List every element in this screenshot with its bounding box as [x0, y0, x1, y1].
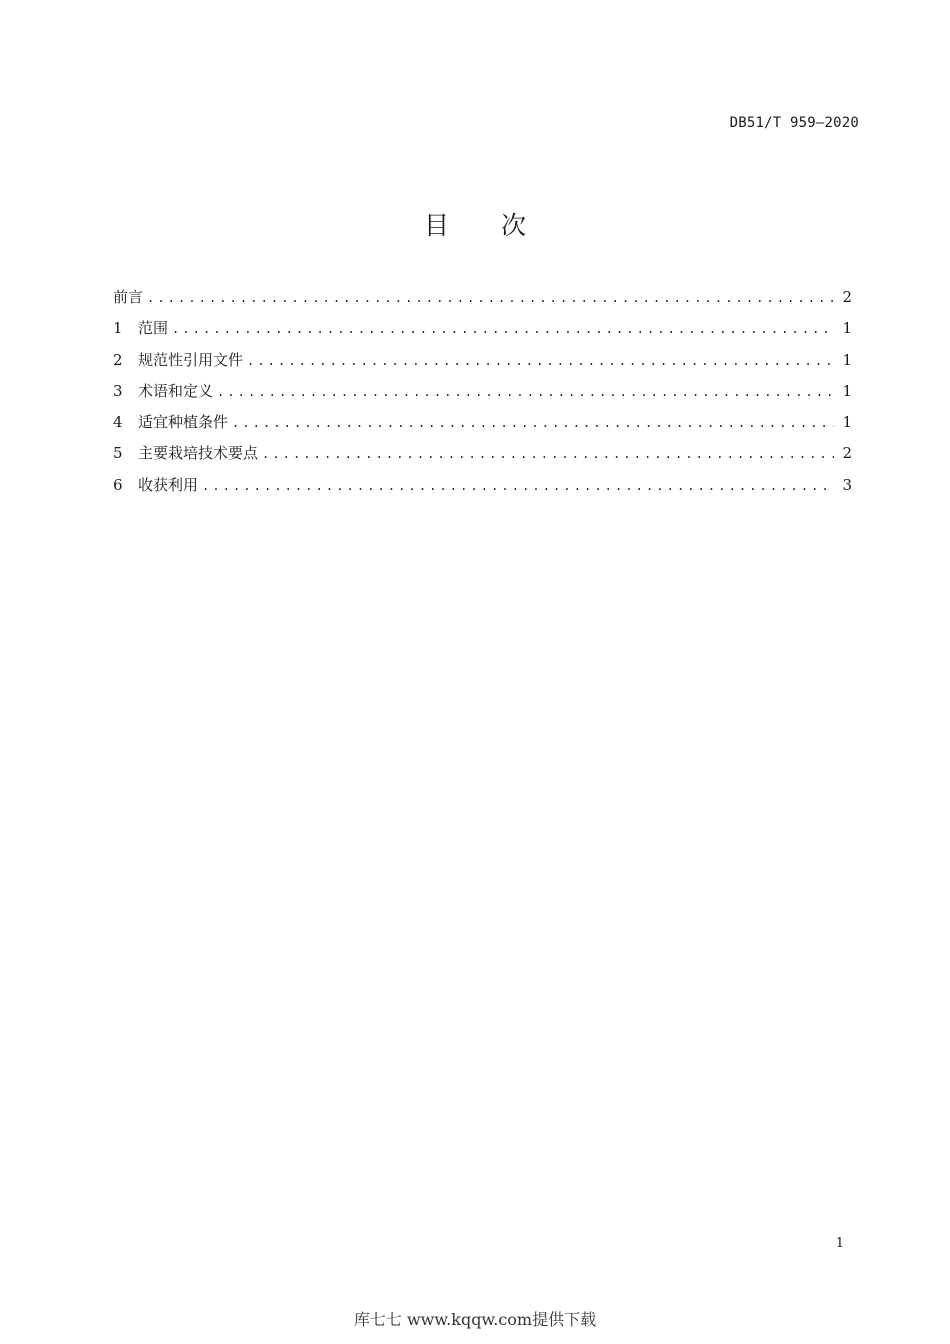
- toc-title: [0, 206, 950, 242]
- toc-entry-page: 2: [842, 444, 852, 463]
- toc-entry-scope[interactable]: [113, 316, 852, 347]
- toc-entry-page: 1: [842, 381, 852, 400]
- toc-entry-number: 5: [113, 444, 123, 463]
- toc-entry-label: 范围: [138, 319, 169, 338]
- toc-entry-number: 6: [113, 475, 123, 494]
- toc-entry-number: 4: [113, 413, 123, 432]
- toc-entry-label: 术语和定义: [138, 381, 214, 400]
- toc-leader-dots: [232, 411, 834, 435]
- toc-entry-page: 1: [842, 413, 852, 432]
- toc-entry-foreword[interactable]: [113, 285, 852, 316]
- toc-entry-cultivation-techniques[interactable]: [113, 441, 852, 472]
- toc-leader-dots: [172, 317, 834, 341]
- toc-entry-page: 1: [842, 319, 852, 338]
- toc-entry-number: 3: [113, 381, 123, 400]
- toc-entry-label: 收获利用: [138, 475, 199, 494]
- toc-leader-dots: [147, 286, 834, 310]
- download-watermark: 库七七 www.kqqw.com提供下载: [353, 1310, 597, 1329]
- toc-entry-normative-references[interactable]: [113, 348, 852, 379]
- toc-leader-dots: [202, 474, 834, 498]
- toc-title-char-1: 目: [424, 211, 450, 240]
- toc-leader-dots: [262, 442, 834, 466]
- toc-leader-dots: [217, 380, 834, 404]
- toc-list: [113, 285, 852, 504]
- toc-entry-label: 前言: [113, 288, 144, 306]
- toc-entry-harvest-utilization[interactable]: [113, 473, 852, 504]
- page-number: 1: [835, 1236, 844, 1251]
- toc-title-char-2: 次: [500, 211, 526, 240]
- toc-entry-planting-conditions[interactable]: [113, 410, 852, 441]
- toc-entry-page: 1: [842, 350, 852, 369]
- toc-entry-page: 2: [842, 288, 852, 306]
- toc-entry-label: 适宜种植条件: [138, 413, 229, 432]
- toc-leader-dots: [247, 349, 834, 373]
- toc-entry-number: 2: [113, 350, 123, 369]
- toc-entry-number: 1: [113, 319, 123, 338]
- toc-entry-terms-definitions[interactable]: [113, 379, 852, 410]
- toc-entry-page: 3: [842, 475, 852, 494]
- toc-entry-label: 规范性引用文件: [138, 350, 244, 369]
- toc-entry-label: 主要栽培技术要点: [138, 444, 259, 463]
- document-code: DB51/T 959—2020: [729, 115, 859, 131]
